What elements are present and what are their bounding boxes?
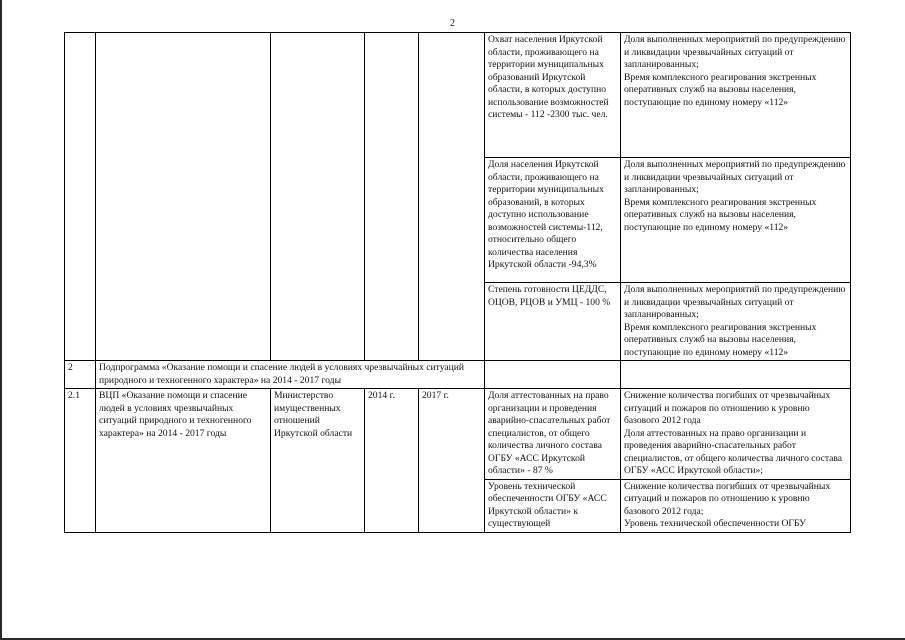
cell-indicator: Степень готовности ЦЕДДС, ОЦОВ, РЦОВ и УМЦ - 100 % [485,283,621,361]
cell-indicator: Доля аттестованных на право организации и проведения аварийно-спасательных работ специалистов, от общего количества личного состава ОГБУ «АСС Иркутской области» - 87 % [485,389,621,480]
scan-left-edge [0,0,2,640]
cell-result: Доля выполненных мероприятий по предупреждению и ликвидации чрезвычайных ситуаций от запланированных; Время комплексного реагирования экстренных оперативных служб на вызовы населения, поступающие по единому номеру «112» [621,158,851,283]
cell-result: Снижение количества погибших от чрезвычайных ситуаций и пожаров по отношению к уровню базового 2012 года Доля аттестованных на право организации и проведения аварийно-спасательных работ специалистов, от общего количества личного состава ОГБУ «АСС Иркутской области»; [621,389,851,480]
cell-indicator: Доля населения Иркутской области, проживающего на территории муниципальных образований, в которых доступно использование возможностей системы-112, относительно общего количества населения Иркутской области -94,3% [485,158,621,283]
cell-name: ВЦП «Оказание помощи и спасение людей в условиях чрезвычайных ситуаций природного и техногенного характера» на 2014 - 2017 годы [96,389,271,533]
cell-subprogram-title: Подпрограмма «Оказание помощи и спасение людей в условиях чрезвычайных ситуаций природного и техногенного характера» на 2014 - 2017 годы [96,361,485,389]
cell-num-empty [65,33,96,361]
cell-result-empty [621,361,851,389]
table-row [65,33,851,158]
cell-end: 2017 г. [419,389,485,533]
cell-name-empty [96,33,271,361]
cell-indicator: Охват населения Иркутской области, проживающего на территории муниципальных образований Иркутской области, в которых доступно использование возможностей системы - 112 -2300 тыс. чел. [485,33,621,158]
cell-indicator-empty [485,361,621,389]
cell-result: Доля выполненных мероприятий по предупреждению и ликвидации чрезвычайных ситуаций от запланированных; Время комплексного реагирования экстренных оперативных служб на вызовы населения, поступающие по единому номеру «112» [621,33,851,158]
cell-result: Снижение количества погибших от чрезвычайных ситуаций и пожаров по отношению к уровню базового 2012 года; Уровень технической обеспеченности ОГБУ [621,479,851,532]
cell-num: 2.1 [65,389,96,533]
cell-start: 2014 г. [365,389,419,533]
cell-executor-empty [271,33,365,361]
program-table [64,32,851,533]
cell-result: Доля выполненных мероприятий по предупреждению и ликвидации чрезвычайных ситуаций от запланированных; Время комплексного реагирования экстренных оперативных служб на вызовы населения, поступающие по единому номеру «112» [621,283,851,361]
page-number: 2 [450,18,455,29]
table-row [65,361,851,389]
cell-indicator: Уровень технической обеспеченности ОГБУ «АСС Иркутской области» к существующей [485,479,621,532]
cell-executor: Министерство имущественных отношений Иркутской области [271,389,365,533]
cell-end-empty [419,33,485,361]
table-row [65,389,851,480]
cell-start-empty [365,33,419,361]
cell-num: 2 [65,361,96,389]
